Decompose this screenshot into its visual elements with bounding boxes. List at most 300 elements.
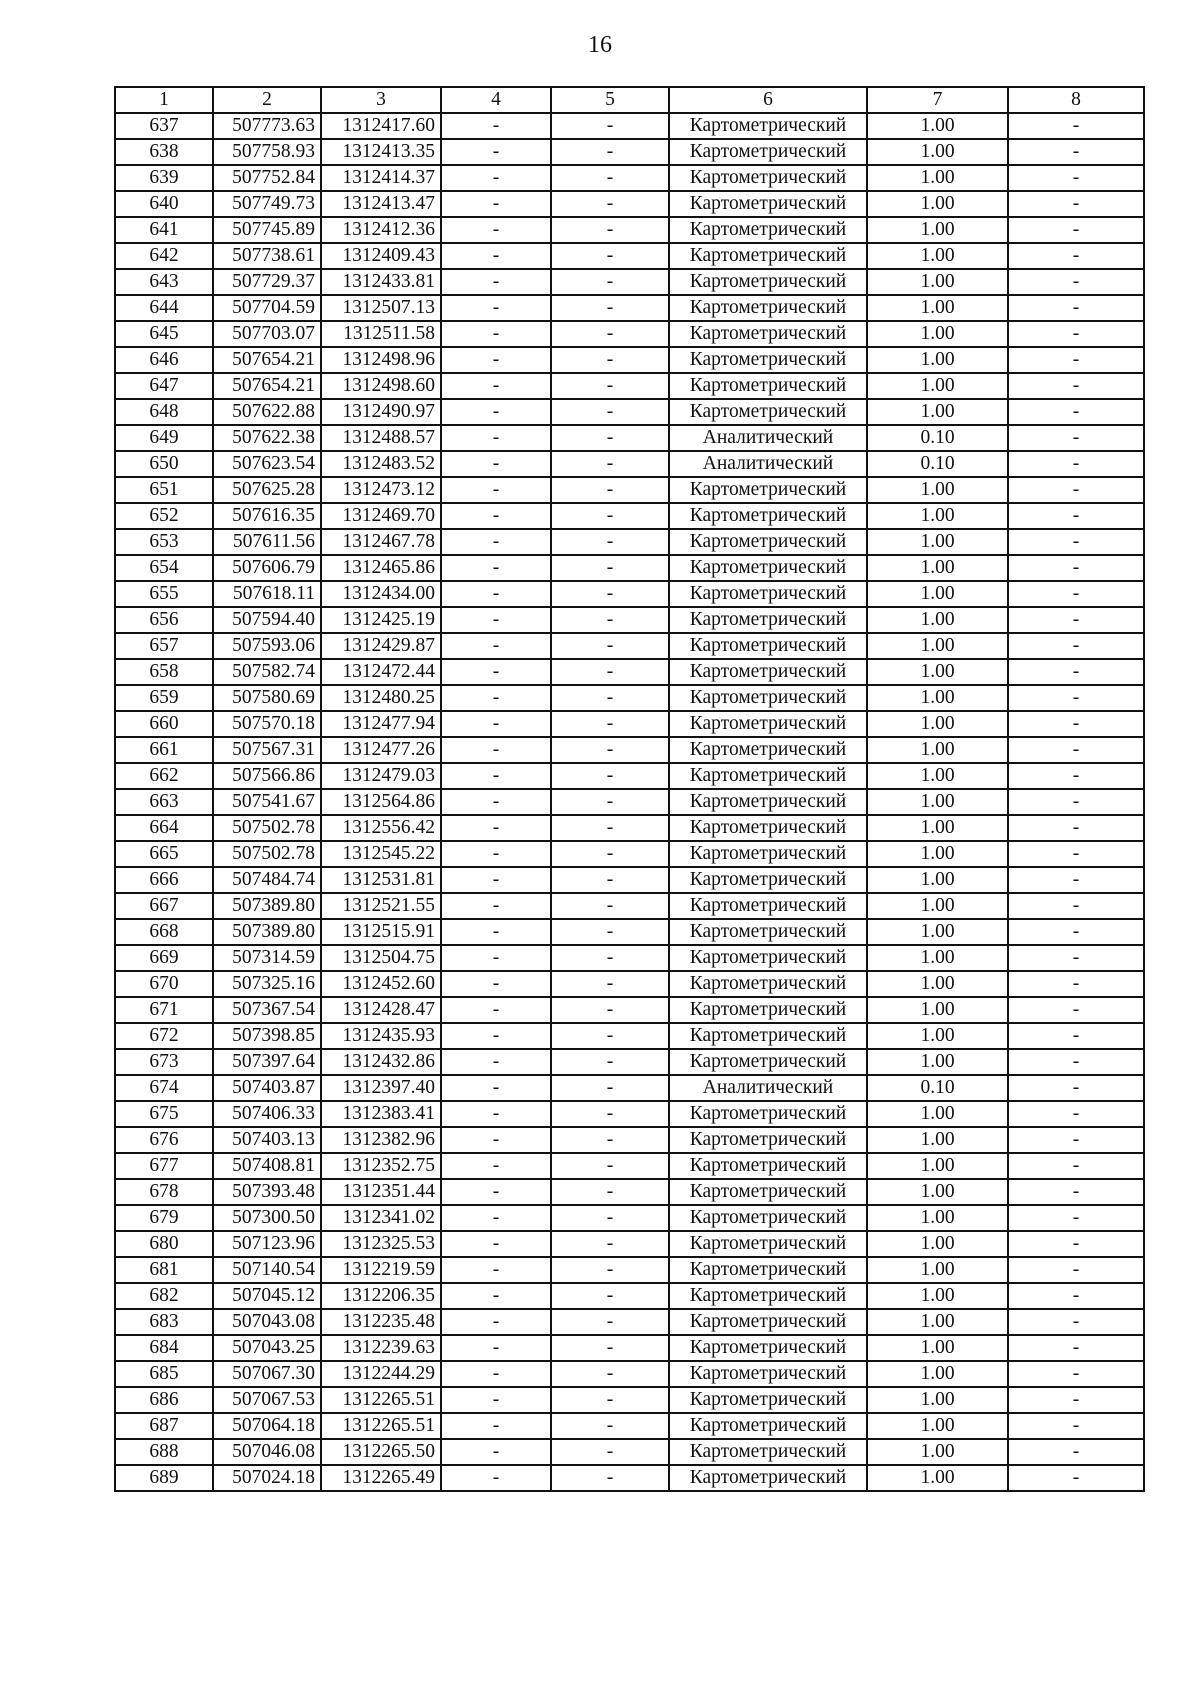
cell-col-8: - — [1008, 919, 1144, 945]
cell-col-5: - — [551, 1205, 669, 1231]
cell-point-number: 666 — [115, 867, 213, 893]
cell-y-coordinate: 1312352.75 — [321, 1153, 441, 1179]
cell-point-number: 659 — [115, 685, 213, 711]
cell-point-number: 677 — [115, 1153, 213, 1179]
cell-y-coordinate: 1312434.00 — [321, 581, 441, 607]
table-row — [115, 1387, 1144, 1413]
cell-col-8: - — [1008, 763, 1144, 789]
cell-x-coordinate: 507123.96 — [213, 1231, 321, 1257]
cell-col-4: - — [441, 295, 551, 321]
table-row — [115, 321, 1144, 347]
cell-method: Картометрический — [669, 841, 867, 867]
cell-col-4: - — [441, 1283, 551, 1309]
column-header-8: 8 — [1008, 87, 1144, 113]
cell-point-number: 675 — [115, 1101, 213, 1127]
cell-x-coordinate: 507703.07 — [213, 321, 321, 347]
cell-col-8: - — [1008, 321, 1144, 347]
cell-col-8: - — [1008, 1075, 1144, 1101]
cell-accuracy: 1.00 — [867, 477, 1008, 503]
cell-col-4: - — [441, 425, 551, 451]
cell-col-4: - — [441, 1101, 551, 1127]
cell-x-coordinate: 507580.69 — [213, 685, 321, 711]
cell-col-5: - — [551, 1101, 669, 1127]
table-row — [115, 243, 1144, 269]
cell-x-coordinate: 507502.78 — [213, 841, 321, 867]
cell-accuracy: 1.00 — [867, 191, 1008, 217]
cell-accuracy: 1.00 — [867, 633, 1008, 659]
cell-x-coordinate: 507325.16 — [213, 971, 321, 997]
cell-col-4: - — [441, 191, 551, 217]
cell-point-number: 673 — [115, 1049, 213, 1075]
cell-method: Картометрический — [669, 347, 867, 373]
cell-y-coordinate: 1312479.03 — [321, 763, 441, 789]
cell-method: Картометрический — [669, 243, 867, 269]
cell-col-8: - — [1008, 217, 1144, 243]
cell-x-coordinate: 507618.11 — [213, 581, 321, 607]
cell-x-coordinate: 507403.87 — [213, 1075, 321, 1101]
table-row — [115, 529, 1144, 555]
table-row — [115, 893, 1144, 919]
table-row — [115, 1335, 1144, 1361]
table-row — [115, 711, 1144, 737]
cell-y-coordinate: 1312511.58 — [321, 321, 441, 347]
table-row — [115, 1309, 1144, 1335]
cell-point-number: 676 — [115, 1127, 213, 1153]
cell-point-number: 644 — [115, 295, 213, 321]
cell-point-number: 682 — [115, 1283, 213, 1309]
cell-point-number: 641 — [115, 217, 213, 243]
cell-accuracy: 1.00 — [867, 815, 1008, 841]
cell-col-8: - — [1008, 841, 1144, 867]
cell-point-number: 667 — [115, 893, 213, 919]
cell-col-5: - — [551, 477, 669, 503]
cell-point-number: 663 — [115, 789, 213, 815]
cell-col-4: - — [441, 711, 551, 737]
cell-x-coordinate: 507654.21 — [213, 373, 321, 399]
table-header — [115, 87, 1144, 113]
cell-method: Картометрический — [669, 893, 867, 919]
table-row — [115, 581, 1144, 607]
cell-y-coordinate: 1312545.22 — [321, 841, 441, 867]
cell-accuracy: 1.00 — [867, 373, 1008, 399]
cell-point-number: 647 — [115, 373, 213, 399]
cell-method: Картометрический — [669, 1387, 867, 1413]
table-row — [115, 919, 1144, 945]
cell-method: Картометрический — [669, 763, 867, 789]
cell-point-number: 665 — [115, 841, 213, 867]
cell-col-8: - — [1008, 399, 1144, 425]
cell-col-4: - — [441, 321, 551, 347]
table-row — [115, 815, 1144, 841]
cell-method: Картометрический — [669, 373, 867, 399]
cell-point-number: 684 — [115, 1335, 213, 1361]
cell-point-number: 637 — [115, 113, 213, 139]
cell-col-8: - — [1008, 581, 1144, 607]
cell-point-number: 642 — [115, 243, 213, 269]
cell-col-4: - — [441, 1413, 551, 1439]
cell-col-5: - — [551, 269, 669, 295]
table-row — [115, 1023, 1144, 1049]
cell-method: Картометрический — [669, 815, 867, 841]
cell-x-coordinate: 507393.48 — [213, 1179, 321, 1205]
cell-point-number: 643 — [115, 269, 213, 295]
table-row — [115, 295, 1144, 321]
column-header-3: 3 — [321, 87, 441, 113]
cell-point-number: 662 — [115, 763, 213, 789]
cell-x-coordinate: 507398.85 — [213, 1023, 321, 1049]
cell-y-coordinate: 1312521.55 — [321, 893, 441, 919]
cell-col-4: - — [441, 919, 551, 945]
cell-accuracy: 1.00 — [867, 1153, 1008, 1179]
table-row — [115, 763, 1144, 789]
cell-point-number: 661 — [115, 737, 213, 763]
cell-col-4: - — [441, 581, 551, 607]
cell-point-number: 655 — [115, 581, 213, 607]
cell-col-4: - — [441, 1309, 551, 1335]
cell-col-4: - — [441, 555, 551, 581]
cell-point-number: 687 — [115, 1413, 213, 1439]
cell-col-5: - — [551, 347, 669, 373]
cell-accuracy: 1.00 — [867, 347, 1008, 373]
cell-x-coordinate: 507541.67 — [213, 789, 321, 815]
cell-y-coordinate: 1312556.42 — [321, 815, 441, 841]
table-row — [115, 425, 1144, 451]
cell-col-4: - — [441, 997, 551, 1023]
column-header-4: 4 — [441, 87, 551, 113]
cell-col-5: - — [551, 217, 669, 243]
cell-method: Картометрический — [669, 685, 867, 711]
cell-y-coordinate: 1312417.60 — [321, 113, 441, 139]
cell-method: Картометрический — [669, 217, 867, 243]
table-row — [115, 217, 1144, 243]
cell-x-coordinate: 507752.84 — [213, 165, 321, 191]
cell-point-number: 681 — [115, 1257, 213, 1283]
cell-col-8: - — [1008, 165, 1144, 191]
cell-col-4: - — [441, 1387, 551, 1413]
cell-col-8: - — [1008, 1179, 1144, 1205]
column-header-7: 7 — [867, 87, 1008, 113]
cell-y-coordinate: 1312472.44 — [321, 659, 441, 685]
cell-col-8: - — [1008, 945, 1144, 971]
cell-accuracy: 0.10 — [867, 1075, 1008, 1101]
cell-x-coordinate: 507043.25 — [213, 1335, 321, 1361]
header-row — [115, 87, 1144, 113]
cell-method: Картометрический — [669, 1413, 867, 1439]
cell-accuracy: 1.00 — [867, 321, 1008, 347]
cell-point-number: 689 — [115, 1465, 213, 1491]
table-row — [115, 607, 1144, 633]
cell-point-number: 679 — [115, 1205, 213, 1231]
cell-method: Картометрический — [669, 1465, 867, 1491]
cell-x-coordinate: 507593.06 — [213, 633, 321, 659]
cell-col-5: - — [551, 1387, 669, 1413]
cell-accuracy: 1.00 — [867, 945, 1008, 971]
cell-accuracy: 1.00 — [867, 139, 1008, 165]
cell-x-coordinate: 507623.54 — [213, 451, 321, 477]
cell-method: Картометрический — [669, 919, 867, 945]
cell-y-coordinate: 1312383.41 — [321, 1101, 441, 1127]
cell-y-coordinate: 1312498.96 — [321, 347, 441, 373]
table-row — [115, 347, 1144, 373]
cell-point-number: 669 — [115, 945, 213, 971]
cell-y-coordinate: 1312564.86 — [321, 789, 441, 815]
cell-y-coordinate: 1312465.86 — [321, 555, 441, 581]
cell-col-5: - — [551, 399, 669, 425]
cell-point-number: 688 — [115, 1439, 213, 1465]
cell-method: Картометрический — [669, 1153, 867, 1179]
cell-col-8: - — [1008, 269, 1144, 295]
cell-y-coordinate: 1312531.81 — [321, 867, 441, 893]
cell-point-number: 685 — [115, 1361, 213, 1387]
cell-x-coordinate: 507502.78 — [213, 815, 321, 841]
cell-y-coordinate: 1312414.37 — [321, 165, 441, 191]
cell-point-number: 654 — [115, 555, 213, 581]
cell-col-8: - — [1008, 1023, 1144, 1049]
cell-col-5: - — [551, 243, 669, 269]
cell-point-number: 686 — [115, 1387, 213, 1413]
cell-col-8: - — [1008, 555, 1144, 581]
cell-col-4: - — [441, 1049, 551, 1075]
cell-col-5: - — [551, 841, 669, 867]
cell-method: Картометрический — [669, 1309, 867, 1335]
cell-col-5: - — [551, 503, 669, 529]
cell-x-coordinate: 507140.54 — [213, 1257, 321, 1283]
cell-point-number: 650 — [115, 451, 213, 477]
cell-x-coordinate: 507749.73 — [213, 191, 321, 217]
table-row — [115, 477, 1144, 503]
cell-accuracy: 1.00 — [867, 919, 1008, 945]
cell-col-4: - — [441, 399, 551, 425]
cell-point-number: 656 — [115, 607, 213, 633]
table-row — [115, 113, 1144, 139]
table-row — [115, 555, 1144, 581]
cell-accuracy: 1.00 — [867, 243, 1008, 269]
cell-point-number: 640 — [115, 191, 213, 217]
cell-col-8: - — [1008, 685, 1144, 711]
table-row — [115, 971, 1144, 997]
cell-accuracy: 1.00 — [867, 789, 1008, 815]
cell-accuracy: 1.00 — [867, 1439, 1008, 1465]
cell-x-coordinate: 507408.81 — [213, 1153, 321, 1179]
cell-col-5: - — [551, 191, 669, 217]
cell-y-coordinate: 1312219.59 — [321, 1257, 441, 1283]
cell-accuracy: 1.00 — [867, 1257, 1008, 1283]
cell-x-coordinate: 507567.31 — [213, 737, 321, 763]
cell-y-coordinate: 1312413.47 — [321, 191, 441, 217]
cell-col-4: - — [441, 165, 551, 191]
cell-accuracy: 1.00 — [867, 295, 1008, 321]
cell-col-4: - — [441, 477, 551, 503]
cell-accuracy: 1.00 — [867, 1465, 1008, 1491]
cell-accuracy: 1.00 — [867, 763, 1008, 789]
cell-col-8: - — [1008, 1205, 1144, 1231]
cell-col-8: - — [1008, 789, 1144, 815]
cell-col-5: - — [551, 815, 669, 841]
cell-y-coordinate: 1312412.36 — [321, 217, 441, 243]
table-row — [115, 841, 1144, 867]
cell-method: Картометрический — [669, 659, 867, 685]
cell-col-4: - — [441, 1153, 551, 1179]
cell-x-coordinate: 507570.18 — [213, 711, 321, 737]
cell-col-4: - — [441, 1179, 551, 1205]
cell-accuracy: 1.00 — [867, 555, 1008, 581]
cell-accuracy: 1.00 — [867, 1127, 1008, 1153]
cell-col-5: - — [551, 633, 669, 659]
table-row — [115, 685, 1144, 711]
cell-col-4: - — [441, 789, 551, 815]
table-row — [115, 1179, 1144, 1205]
cell-y-coordinate: 1312433.81 — [321, 269, 441, 295]
cell-col-8: - — [1008, 347, 1144, 373]
cell-y-coordinate: 1312429.87 — [321, 633, 441, 659]
table-row — [115, 737, 1144, 763]
cell-col-4: - — [441, 217, 551, 243]
cell-accuracy: 1.00 — [867, 997, 1008, 1023]
cell-x-coordinate: 507389.80 — [213, 919, 321, 945]
cell-col-5: - — [551, 529, 669, 555]
cell-col-4: - — [441, 1257, 551, 1283]
cell-method: Картометрический — [669, 503, 867, 529]
page-number: 16 — [588, 32, 612, 58]
cell-accuracy: 1.00 — [867, 165, 1008, 191]
cell-accuracy: 1.00 — [867, 737, 1008, 763]
cell-method: Картометрический — [669, 321, 867, 347]
table-row — [115, 1101, 1144, 1127]
cell-y-coordinate: 1312507.13 — [321, 295, 441, 321]
cell-y-coordinate: 1312351.44 — [321, 1179, 441, 1205]
cell-col-8: - — [1008, 373, 1144, 399]
table-row — [115, 399, 1144, 425]
cell-accuracy: 1.00 — [867, 1335, 1008, 1361]
column-header-5: 5 — [551, 87, 669, 113]
cell-y-coordinate: 1312265.50 — [321, 1439, 441, 1465]
cell-method: Картометрический — [669, 1231, 867, 1257]
cell-col-8: - — [1008, 425, 1144, 451]
cell-accuracy: 1.00 — [867, 867, 1008, 893]
cell-y-coordinate: 1312425.19 — [321, 607, 441, 633]
cell-y-coordinate: 1312515.91 — [321, 919, 441, 945]
cell-y-coordinate: 1312490.97 — [321, 399, 441, 425]
cell-y-coordinate: 1312483.52 — [321, 451, 441, 477]
cell-col-4: - — [441, 633, 551, 659]
cell-y-coordinate: 1312504.75 — [321, 945, 441, 971]
cell-x-coordinate: 507566.86 — [213, 763, 321, 789]
cell-col-4: - — [441, 945, 551, 971]
cell-col-5: - — [551, 1439, 669, 1465]
table-row — [115, 1465, 1144, 1491]
column-header-6: 6 — [669, 87, 867, 113]
cell-method: Картометрический — [669, 555, 867, 581]
cell-x-coordinate: 507403.13 — [213, 1127, 321, 1153]
table-row — [115, 1361, 1144, 1387]
cell-col-5: - — [551, 1049, 669, 1075]
cell-point-number: 678 — [115, 1179, 213, 1205]
cell-x-coordinate: 507582.74 — [213, 659, 321, 685]
cell-col-4: - — [441, 373, 551, 399]
cell-x-coordinate: 507389.80 — [213, 893, 321, 919]
cell-y-coordinate: 1312480.25 — [321, 685, 441, 711]
cell-x-coordinate: 507067.53 — [213, 1387, 321, 1413]
cell-method: Картометрический — [669, 971, 867, 997]
cell-col-5: - — [551, 789, 669, 815]
cell-y-coordinate: 1312467.78 — [321, 529, 441, 555]
cell-method: Картометрический — [669, 269, 867, 295]
cell-y-coordinate: 1312265.49 — [321, 1465, 441, 1491]
table-row — [115, 269, 1144, 295]
cell-col-5: - — [551, 139, 669, 165]
cell-x-coordinate: 507745.89 — [213, 217, 321, 243]
cell-accuracy: 0.10 — [867, 425, 1008, 451]
cell-y-coordinate: 1312382.96 — [321, 1127, 441, 1153]
cell-col-5: - — [551, 1465, 669, 1491]
table-row — [115, 1257, 1144, 1283]
cell-y-coordinate: 1312469.70 — [321, 503, 441, 529]
cell-col-8: - — [1008, 191, 1144, 217]
cell-x-coordinate: 507045.12 — [213, 1283, 321, 1309]
cell-col-5: - — [551, 971, 669, 997]
cell-method: Картометрический — [669, 1335, 867, 1361]
cell-col-5: - — [551, 581, 669, 607]
cell-col-8: - — [1008, 971, 1144, 997]
cell-col-8: - — [1008, 1413, 1144, 1439]
cell-x-coordinate: 507611.56 — [213, 529, 321, 555]
cell-y-coordinate: 1312397.40 — [321, 1075, 441, 1101]
cell-point-number: 668 — [115, 919, 213, 945]
table-row — [115, 1231, 1144, 1257]
cell-col-5: - — [551, 1335, 669, 1361]
cell-col-8: - — [1008, 529, 1144, 555]
cell-point-number: 658 — [115, 659, 213, 685]
cell-accuracy: 1.00 — [867, 1283, 1008, 1309]
cell-method: Картометрический — [669, 1257, 867, 1283]
cell-x-coordinate: 507625.28 — [213, 477, 321, 503]
table-row — [115, 1413, 1144, 1439]
cell-point-number: 649 — [115, 425, 213, 451]
cell-accuracy: 1.00 — [867, 399, 1008, 425]
cell-y-coordinate: 1312477.26 — [321, 737, 441, 763]
cell-col-4: - — [441, 243, 551, 269]
table-row — [115, 503, 1144, 529]
cell-method: Картометрический — [669, 1361, 867, 1387]
cell-y-coordinate: 1312498.60 — [321, 373, 441, 399]
cell-x-coordinate: 507704.59 — [213, 295, 321, 321]
cell-y-coordinate: 1312452.60 — [321, 971, 441, 997]
cell-y-coordinate: 1312477.94 — [321, 711, 441, 737]
cell-col-8: - — [1008, 295, 1144, 321]
table-body — [115, 113, 1144, 1491]
table-row — [115, 867, 1144, 893]
cell-col-4: - — [441, 529, 551, 555]
cell-accuracy: 1.00 — [867, 1023, 1008, 1049]
cell-method: Картометрический — [669, 1205, 867, 1231]
cell-col-8: - — [1008, 607, 1144, 633]
cell-col-8: - — [1008, 815, 1144, 841]
cell-point-number: 671 — [115, 997, 213, 1023]
cell-col-4: - — [441, 607, 551, 633]
cell-point-number: 683 — [115, 1309, 213, 1335]
cell-accuracy: 1.00 — [867, 113, 1008, 139]
cell-x-coordinate: 507024.18 — [213, 1465, 321, 1491]
cell-col-5: - — [551, 659, 669, 685]
cell-col-8: - — [1008, 1283, 1144, 1309]
cell-col-8: - — [1008, 1465, 1144, 1491]
table-row — [115, 659, 1144, 685]
cell-col-8: - — [1008, 1257, 1144, 1283]
cell-method: Картометрический — [669, 295, 867, 321]
cell-col-5: - — [551, 165, 669, 191]
cell-col-5: - — [551, 1153, 669, 1179]
cell-col-5: - — [551, 1283, 669, 1309]
